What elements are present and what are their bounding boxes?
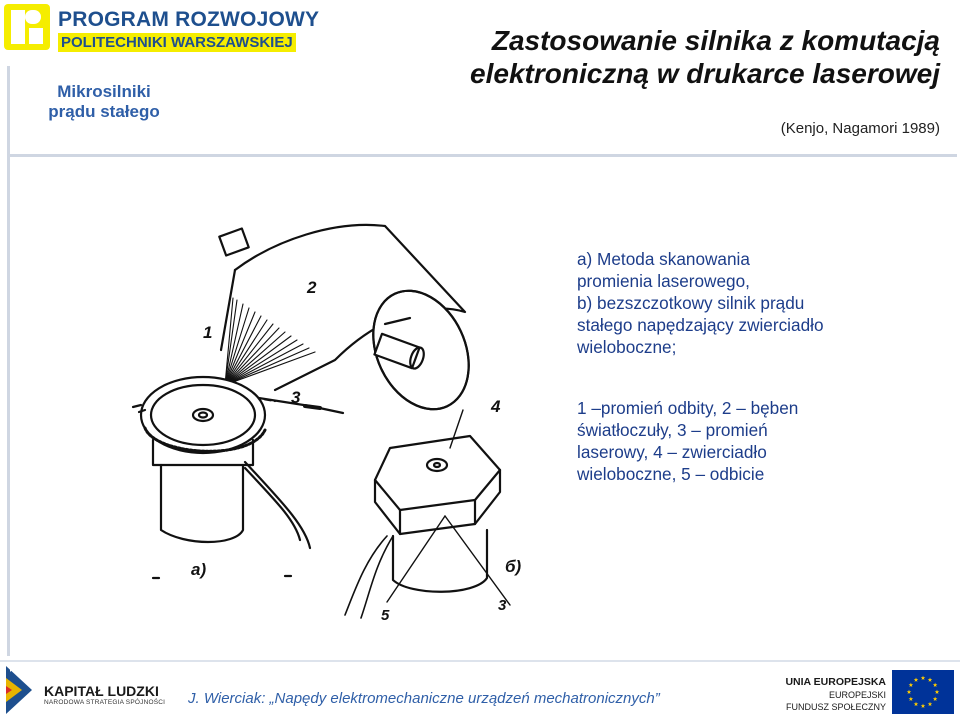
description-line: wieloboczne; [577,337,677,357]
eu-label-line1: UNIA EUROPEJSKA [785,676,886,688]
citation: (Kenjo, Nagamori 1989) [780,120,940,137]
section-title-line: prądu stałego [48,102,160,121]
slide-title-line: elektroniczną w drukarce laserowej [470,58,940,89]
description-line: a) Metoda skanowania [577,249,750,269]
program-name: PROGRAM ROZWOJOWY [58,8,320,31]
laser-printer-figure [125,200,555,640]
slide-title-line: Zastosowanie silnika z komutacją [491,25,940,56]
description-line: promienia laserowego, [577,271,750,291]
figure-label-5: 5 [381,607,390,624]
legend-line: światłoczuły, 3 – promień [577,420,768,440]
program-university: POLITECHNIKI WARSZAWSKIEJ [58,33,296,52]
footer-author-text: J. Wierciak: „Napędy elektromechaniczne urządzeń mechatronicznych” [188,690,660,707]
eu-label-line3: FUNDUSZ SPOŁECZNY [785,702,886,712]
figure-label-a: a) [191,560,207,579]
legend-line: laserowy, 4 – zwierciadło [577,442,767,462]
kapital-ludzki-logo-icon [4,664,34,716]
figure-legend [577,397,947,485]
figure-label-2: 2 [307,278,317,297]
drum-illustration [219,225,487,425]
legend-line: wieloboczne, 5 – odbicie [577,464,765,484]
figure-label-3: 3 [291,388,301,407]
polygon-mirror-motor-b [345,410,510,618]
eu-label-line2: EUROPEJSKI [828,690,886,700]
header-divider [7,154,957,157]
description-line: b) bezszczotkowy silnik prądu [577,293,805,313]
reflected-beam-fan [225,298,315,385]
figure-label-b: б) [505,557,522,576]
legend-line: 1 –promień odbity, 2 – bęben [577,398,799,418]
figure-label-1: 1 [203,323,213,342]
figure-label-3b: 3 [498,597,507,614]
section-title [14,82,194,122]
eu-flag-icon [892,670,954,714]
kapital-ludzki-subtitle: NARODOWA STRATEGIA SPÓJNOŚCI [44,699,166,706]
program-logo-icon [4,4,50,50]
kapital-ludzki-title: KAPITAŁ LUDZKI [44,683,159,699]
slide-title [240,24,940,90]
section-title-line: Mikrosilniki [57,82,151,101]
description-line: stałego napędzający zwierciadło [577,315,824,335]
figure-label-4: 4 [491,397,501,416]
footer-divider [0,660,960,662]
figure-description [577,248,947,358]
